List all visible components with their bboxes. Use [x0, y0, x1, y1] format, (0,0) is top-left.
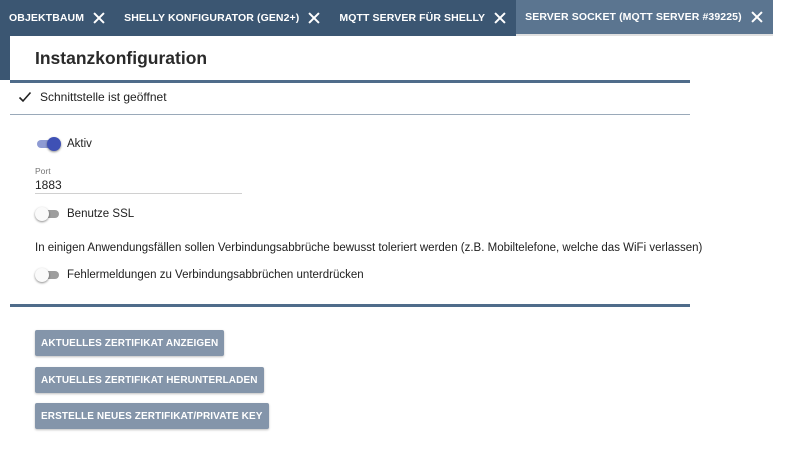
download-certificate-button[interactable]: AKTUELLES ZERTIFIKAT HERUNTERLADEN — [35, 367, 264, 393]
tab-server-socket[interactable] — [516, 0, 773, 36]
suppress-errors-toggle-row — [35, 268, 364, 282]
port-label: Port — [35, 166, 51, 176]
suppress-errors-switch[interactable] — [35, 268, 61, 282]
ssl-switch[interactable] — [35, 207, 61, 221]
tab-label: SHELLY KONFIGURATOR (GEN2+) — [124, 12, 300, 24]
tab-shelly-konfigurator[interactable] — [115, 0, 330, 36]
switch-knob — [35, 268, 49, 282]
plus-icon[interactable]: + — [774, 7, 785, 28]
tab-mqtt-server[interactable] — [330, 0, 516, 36]
status-divider — [10, 114, 690, 115]
active-label: Aktiv — [67, 138, 92, 150]
close-icon[interactable] — [93, 12, 105, 24]
header-accent-bar — [0, 36, 10, 80]
ssl-toggle-row — [35, 207, 134, 221]
close-icon[interactable] — [494, 12, 506, 24]
header-divider — [10, 80, 690, 83]
show-certificate-button[interactable]: AKTUELLES ZERTIFIKAT ANZEIGEN — [35, 330, 224, 356]
ssl-label: Benutze SSL — [67, 208, 135, 220]
status-row — [18, 90, 167, 104]
close-icon[interactable] — [751, 11, 763, 23]
page-title: Instanzkonfiguration — [35, 48, 208, 68]
create-certificate-button[interactable]: ERSTELLE NEUES ZERTIFIKAT/PRIVATE KEY — [35, 403, 269, 429]
active-switch[interactable] — [35, 137, 61, 151]
tab-label: MQTT SERVER FÜR SHELLY — [339, 12, 486, 24]
check-icon — [18, 90, 32, 104]
section-divider — [10, 304, 690, 307]
active-toggle-row — [35, 137, 92, 151]
close-icon[interactable] — [308, 12, 320, 24]
suppress-errors-label: Fehlermeldungen zu Verbindungsabbrüchen unterdrücken — [67, 269, 364, 281]
switch-knob — [35, 207, 49, 221]
port-field[interactable] — [35, 176, 242, 194]
tab-label: SERVER SOCKET (MQTT SERVER #39225) — [525, 11, 742, 23]
tab-label: OBJEKTBAUM — [9, 12, 85, 24]
info-text: In einigen Anwendungsfällen sollen Verbindungsabbrüche bewusst toleriert werden (z.B. Mobiltelefone, welche das WiFi verlassen) — [35, 242, 703, 254]
switch-knob — [47, 137, 61, 151]
status-text: Schnittstelle ist geöffnet — [40, 90, 167, 104]
tab-bar — [0, 0, 785, 36]
tab-objektbaum[interactable] — [0, 0, 115, 36]
